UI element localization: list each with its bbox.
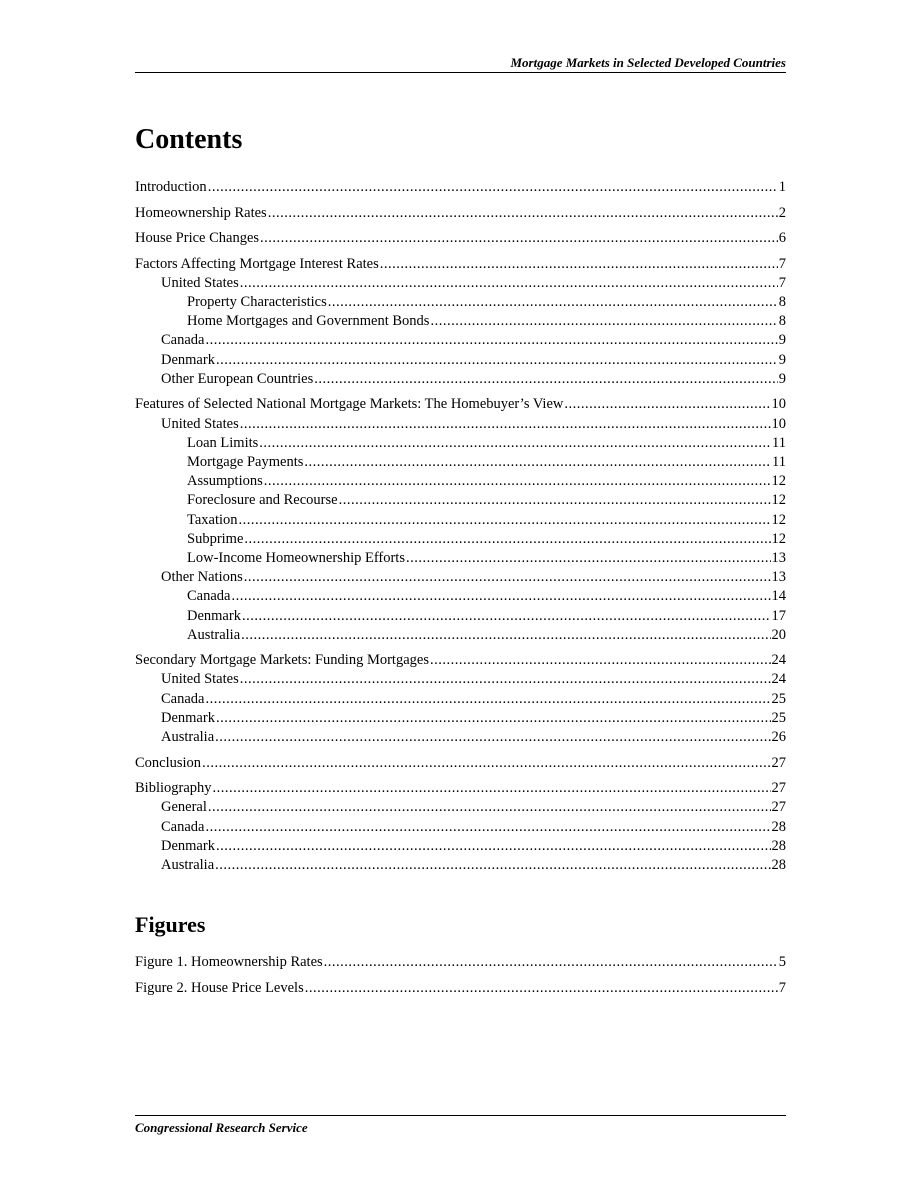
toc-entry[interactable] [135,779,786,798]
toc-entry-page: 7 [778,979,786,996]
toc-entry-label: Australia [161,729,215,746]
dot-leader [239,511,771,530]
toc-entry[interactable] [135,856,786,875]
dot-leader [314,370,778,389]
dot-leader [208,178,778,197]
toc-entry-page: 10 [771,415,786,432]
toc-entry-page: 10 [771,396,786,413]
toc-entry-page: 12 [771,511,786,528]
dot-leader [205,818,770,837]
toc-entry-page: 12 [771,530,786,547]
toc-entry-label: House Price Changes [135,230,260,247]
toc-entry-page: 27 [771,780,786,797]
toc-entry-page: 25 [771,690,786,707]
figures-list [135,953,786,998]
toc-entry[interactable] [135,255,786,274]
toc-entry-label: United States [161,274,239,291]
dot-leader [213,779,771,798]
toc-entry[interactable] [135,331,786,350]
toc-entry[interactable] [135,274,786,293]
toc-entry-page: 24 [771,671,786,688]
toc-entry[interactable] [135,204,786,223]
dot-leader [564,395,770,414]
toc-entry-page: 13 [771,569,786,586]
toc-entry-label: Canada [187,588,231,605]
dot-leader [240,274,778,293]
toc-entry-label: Other Nations [161,569,243,586]
toc-entry-page: 7 [778,255,786,272]
dot-leader [339,491,771,510]
toc-entry[interactable] [135,953,786,972]
toc-entry[interactable] [135,568,786,587]
toc-entry[interactable] [135,293,786,312]
toc-entry-page: 2 [778,204,786,221]
toc-entry-page: 12 [771,492,786,509]
toc-entry-label: Denmark [161,837,215,854]
toc-entry-label: Homeownership Rates [135,204,267,221]
toc-entry-label: Low-Income Homeownership Efforts [187,549,405,566]
toc-entry-label: Introduction [135,179,207,195]
dot-leader [305,979,778,998]
dot-leader [231,587,770,606]
dot-leader [202,754,770,773]
dot-leader [216,351,778,370]
toc-entry-label: Other European Countries [161,370,314,387]
toc-entry-page: 9 [778,332,786,349]
toc-entry-label: Canada [161,332,205,349]
toc-entry-label: Denmark [187,607,241,624]
toc-entry[interactable] [135,728,786,747]
toc-entry[interactable] [135,395,786,414]
contents-list [135,178,786,875]
dot-leader [205,690,770,709]
header-rule [135,72,786,73]
toc-entry-label: Taxation [187,511,238,528]
toc-entry-label: Property Characteristics [187,294,327,311]
toc-entry[interactable] [135,607,786,626]
toc-entry-label: Denmark [161,709,215,726]
toc-entry-label: Figure 1. Homeownership Rates [135,954,323,970]
toc-entry-label: Secondary Mortgage Markets: Funding Mortgages [135,652,429,669]
contents-heading: Contents [135,124,243,155]
toc-entry[interactable] [135,587,786,606]
toc-entry[interactable] [135,670,786,689]
toc-entry-page: 14 [771,588,786,605]
toc-entry[interactable] [135,754,786,773]
toc-entry[interactable] [135,626,786,645]
toc-entry[interactable] [135,818,786,837]
dot-leader [328,293,778,312]
dot-leader [430,312,777,331]
figures-heading: Figures [135,912,206,937]
toc-entry-label: General [161,799,207,816]
running-footer: Congressional Research Service [135,1120,308,1135]
toc-entry-page: 24 [771,652,786,669]
toc-entry-label: Features of Selected National Mortgage Markets: The Homebuyer’s View [135,396,564,413]
toc-entry-page: 8 [778,313,786,330]
toc-entry-label: Figure 2. House Price Levels [135,979,304,996]
toc-entry-page: 1 [778,179,786,195]
dot-leader [430,651,771,670]
toc-entry[interactable] [135,370,786,389]
toc-entry-page: 25 [771,709,786,726]
toc-entry[interactable] [135,415,786,434]
toc-entry-label: Canada [161,818,205,835]
toc-entry[interactable] [135,979,786,998]
dot-leader [240,415,771,434]
dot-leader [406,549,771,568]
dot-leader [268,204,778,223]
dot-leader [208,798,771,817]
toc-entry-page: 11 [772,454,786,470]
toc-entry-page: 27 [771,754,786,771]
toc-entry-label: United States [161,415,239,432]
toc-entry-label: Subprime [187,530,244,547]
dot-leader [215,856,770,875]
toc-entry-label: Mortgage Payments [187,454,304,470]
toc-entry-page: 8 [778,294,786,311]
dot-leader [260,229,778,248]
dot-leader [324,953,778,972]
toc-entry-page: 9 [778,370,786,387]
toc-entry[interactable] [135,229,786,248]
dot-leader [205,331,777,350]
dot-leader [240,670,771,689]
running-header: Mortgage Markets in Selected Developed Countries [510,55,786,70]
toc-entry[interactable] [135,651,786,670]
dot-leader [259,434,771,453]
toc-entry[interactable] [135,491,786,510]
toc-entry[interactable] [135,178,786,197]
toc-entry-page: 28 [771,818,786,835]
dot-leader [215,728,770,747]
toc-entry[interactable] [135,472,786,491]
dot-leader [242,607,771,626]
toc-entry[interactable] [135,351,786,370]
toc-entry-page: 17 [771,607,786,624]
toc-entry-page: 6 [778,230,786,247]
toc-entry[interactable] [135,837,786,856]
toc-entry-label: Loan Limits [187,434,259,451]
dot-leader [264,472,771,491]
dot-leader [304,453,771,472]
dot-leader [241,626,770,645]
toc-entry-page: 5 [778,954,786,970]
dot-leader [216,709,771,728]
toc-entry[interactable] [135,511,786,530]
toc-entry-page: 11 [772,434,786,451]
toc-entry[interactable] [135,549,786,568]
toc-entry-label: Conclusion [135,754,202,771]
toc-entry-page: 9 [778,351,786,368]
toc-entry[interactable] [135,709,786,728]
toc-entry[interactable] [135,690,786,709]
toc-entry-label: Australia [161,856,215,873]
toc-entry-page: 7 [778,274,786,291]
toc-entry-label: Foreclosure and Recourse [187,492,338,509]
toc-entry[interactable] [135,312,786,331]
toc-entry[interactable] [135,798,786,817]
dot-leader [244,530,770,549]
toc-entry-page: 26 [771,729,786,746]
toc-entry-label: Denmark [161,351,215,368]
toc-entry-label: Home Mortgages and Government Bonds [187,313,430,330]
toc-entry-page: 13 [771,549,786,566]
toc-entry-label: Assumptions [187,473,263,490]
toc-entry-label: Australia [187,626,241,643]
dot-leader [216,837,771,856]
dot-leader [380,255,778,274]
toc-entry-label: United States [161,671,239,688]
toc-entry-page: 27 [771,799,786,816]
dot-leader [244,568,771,587]
toc-entry[interactable] [135,530,786,549]
toc-entry[interactable] [135,434,786,453]
toc-entry-label: Bibliography [135,780,212,797]
toc-entry-page: 28 [771,837,786,854]
footer-rule [135,1115,786,1116]
toc-entry-page: 12 [771,473,786,490]
toc-entry-label: Factors Affecting Mortgage Interest Rates [135,255,379,272]
toc-entry-label: Canada [161,690,205,707]
toc-entry[interactable] [135,453,786,472]
toc-entry-page: 20 [771,626,786,643]
toc-entry-page: 28 [771,856,786,873]
